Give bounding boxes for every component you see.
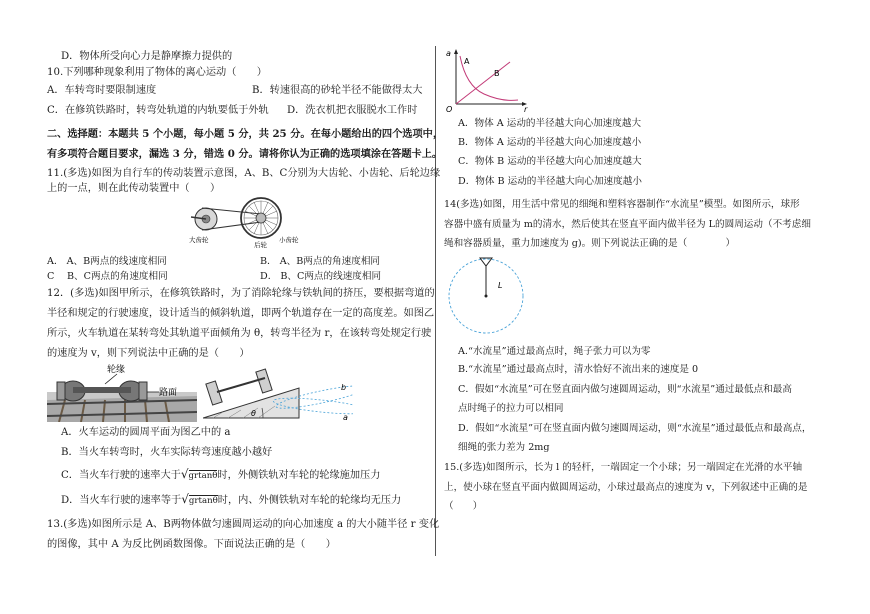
fig-flange-label: 轮缘 — [107, 365, 126, 375]
q13-option-d: D．物体 B 运动的半径越大向心加速度越小 — [458, 176, 642, 187]
fig-L-label: L — [498, 281, 503, 290]
q10-option-c: C．在修筑铁路时，转弯处轨道的内轨要低于外轨 — [47, 105, 269, 116]
q15-line1: 15.(多选)如图所示，长为 l 的轻杆，一端固定一个小球；另一端固定在光滑的水平轴 — [444, 462, 803, 473]
banked-track-figure — [203, 362, 353, 422]
q14-option-a: A.“水流星”通过最高点时，绳子张力可以为零 — [458, 346, 651, 357]
q14-option-d-line1: D．假如“水流星”可在竖直面内做匀速圆周运动，则“水流星”通过最低点和最高点， — [458, 423, 812, 434]
q15-line2: 上，使小球在竖直平面内做圆周运动，小球过最高点的速度为 v，下列叙述中正确的是 — [444, 482, 808, 493]
section2-line2: 有多项符合题目要求，漏选 3 分，错选 0 分。请将你认为正确的选项填涂在答题卡上。 — [47, 148, 443, 160]
q10-option-a: A．车转弯时要限制速度 — [47, 85, 157, 96]
acceleration-radius-graph — [444, 46, 534, 112]
fig-big-gear-label: 大齿轮 — [189, 236, 209, 244]
origin-label: O — [446, 105, 453, 112]
q12-line3: 所示，火车轨道在某转弯处其轨道平面倾角为 θ，转弯半径为 r，在该转弯处规定行驶 — [47, 328, 432, 339]
railway-photo-figure — [47, 362, 197, 422]
bicycle-transmission-figure — [187, 193, 307, 251]
q14-option-c-line2: 点时绳子的拉力可以相同 — [458, 403, 564, 414]
q13-option-b: B．物体 A 运动的半径越大向心加速度越小 — [458, 137, 642, 148]
q12-line4: 的速度为 v，则下列说法中正确的是（ ） — [47, 348, 250, 359]
q13-option-c: C．物体 B 运动的半径越大向心加速度越大 — [458, 156, 642, 167]
q14-line1: 14(多选)如图，用生活中常见的细绳和塑料容器制作“水流星”模型。如图所示，球形 — [444, 199, 800, 210]
q13-line1: 13.(多选)如图所示是 A、B两物体做匀速圆周运动的向心加速度 a 的大小随半径 r 变化 — [47, 519, 440, 530]
axis-a-label: a — [446, 49, 451, 58]
q14-option-b: B.“水流星”通过最高点时，清水恰好不流出来的速度是 0 — [458, 364, 699, 375]
fig-label-a: a — [343, 413, 348, 422]
curve-A-label: A — [464, 57, 470, 66]
q13-option-a: A．物体 A 运动的半径越大向心加速度越大 — [458, 118, 642, 129]
fig-rear-wheel-label: 后轮 — [254, 241, 267, 249]
section2-line1: 二、选择题：本题共 5 个小题，每小题 5 分，共 25 分。在每小题给出的四个选项中， — [47, 128, 444, 140]
fig-label-b: b — [341, 383, 347, 392]
q11-option-c: C B、C两点的角速度相同 — [47, 271, 168, 282]
column-divider — [435, 46, 436, 556]
water-meteor-figure — [444, 252, 539, 334]
q14-line3: 绳和容器质量，重力加速度为 g)。则下列说法正确的是（ ） — [444, 238, 736, 249]
q14-line2: 容器中盛有质量为 m的清水，然后使其在竖直平面内做半径为 L的圆周运动（不考虑细 — [444, 219, 811, 230]
q13-line2: 的图像，其中 A 为反比例函数图像。下面说法正确的是（ ） — [47, 539, 336, 550]
q14-option-d-line2: 细绳的张力差为 2mg — [458, 442, 550, 453]
axis-r-label: r — [524, 105, 528, 112]
q12-option-c: C．当火车行驶的速率大于√grtanθ时，外侧铁轨对车轮的轮缘施加压力 — [61, 467, 381, 481]
fig-small-gear-label: 小齿轮 — [279, 236, 299, 244]
q15-line3: （ ） — [444, 501, 483, 512]
q12-line2: 半径和规定的行驶速度，设计适当的倾斜轨道，即两个轨道存在一定的高度差。如图乙 — [47, 308, 435, 319]
q11-line2: 上的一点，则在此传动装置中（ ） — [47, 183, 221, 194]
q10-option-d: D．洗衣机把衣服脱水工作时 — [287, 105, 418, 116]
q11-line1: 11.(多选)如图为自行车的传动装置示意图，A、B、C分别为大齿轮、小齿轮、后轮边缘 — [47, 168, 441, 179]
q11-option-a: A． A、B两点的线速度相同 — [47, 256, 167, 267]
curve-B-label: B — [494, 69, 500, 78]
q11-option-b: B． A、B两点的角速度相同 — [260, 256, 381, 267]
q10-option-b: B．转速很高的砂轮半径不能做得太大 — [252, 85, 423, 96]
q10-stem: 10.下列哪种现象利用了物体的离心运动（ ） — [47, 67, 267, 78]
fig-theta-label: θ — [251, 409, 256, 418]
q12-option-a: A．火车运动的圆周平面为图乙中的 a — [61, 427, 231, 438]
q12-line1: 12．(多选)如图甲所示，在修筑铁路时，为了消除轮缘与铁轨间的挤压，要根据弯道的 — [47, 288, 435, 299]
q12-option-b: B．当火车转弯时，火车实际转弯速度越小越好 — [61, 447, 273, 458]
q9-option-d: D．物体所受向心力是静摩擦力提供的 — [61, 51, 233, 62]
q12-option-d: D．当火车行驶的速率等于√grtanθ时，内、外侧铁轨对车轮的轮缘均无压力 — [61, 492, 402, 506]
fig-road-label: 路面 — [159, 388, 178, 398]
q11-option-d: D． B、C两点的线速度相同 — [260, 271, 382, 282]
q14-option-c-line1: C．假如“水流星”可在竖直面内做匀速圆周运动，则“水流星”通过最低点和最高 — [458, 384, 792, 395]
